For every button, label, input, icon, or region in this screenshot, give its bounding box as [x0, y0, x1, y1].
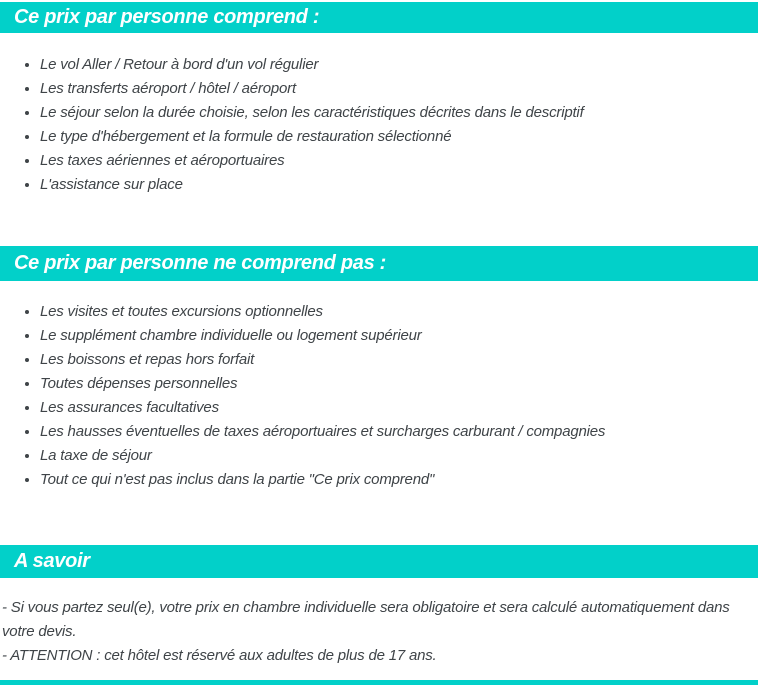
list-item: • Le type d'hébergement et la formule de restauration sélectionné [40, 125, 758, 149]
list-item: • Les visites et toutes excursions optionnelles [40, 300, 758, 324]
section-title: Ce prix par personne comprend : [14, 6, 320, 28]
list-item: • Les transferts aéroport / hôtel / aéroport [40, 77, 758, 101]
section-title: A savoir [14, 550, 90, 572]
list-item: • Les assurances facultatives [40, 396, 758, 420]
note-line: - ATTENTION : cet hôtel est réservé aux adultes de plus de 17 ans. [2, 647, 437, 664]
list-item: • L'assistance sur place [40, 173, 758, 197]
section-title: Ce prix par personne ne comprend pas : [14, 252, 387, 274]
list-item: • Toutes dépenses personnelles [40, 372, 758, 396]
list-item: • Les taxes aériennes et aéroportuaires [40, 149, 758, 173]
good-to-know-text [0, 596, 758, 668]
list-item: • Les hausses éventuelles de taxes aéroportuaires et surcharges carburant / compagnies [40, 420, 758, 444]
list-item: • Le supplément chambre individuelle ou logement supérieur [40, 324, 758, 348]
section-header-price-excludes [0, 246, 758, 281]
price-includes-list [0, 53, 758, 197]
section-header-price-includes [0, 2, 758, 33]
price-details-page [0, 2, 758, 685]
list-item: • Les boissons et repas hors forfait [40, 348, 758, 372]
note-line: - Si vous partez seul(e), votre prix en chambre individuelle sera obligatoire et sera calculé automatiquement dans votre devis. [2, 599, 730, 640]
list-item: • Tout ce qui n'est pas inclus dans la partie "Ce prix comprend" [40, 468, 758, 492]
price-excludes-list [0, 300, 758, 492]
section-header-good-to-know [0, 545, 758, 578]
list-item: • Le séjour selon la durée choisie, selon les caractéristiques décrites dans le descriptif [40, 101, 758, 125]
list-item: • Le vol Aller / Retour à bord d'un vol régulier [40, 53, 758, 77]
list-item: • La taxe de séjour [40, 444, 758, 468]
